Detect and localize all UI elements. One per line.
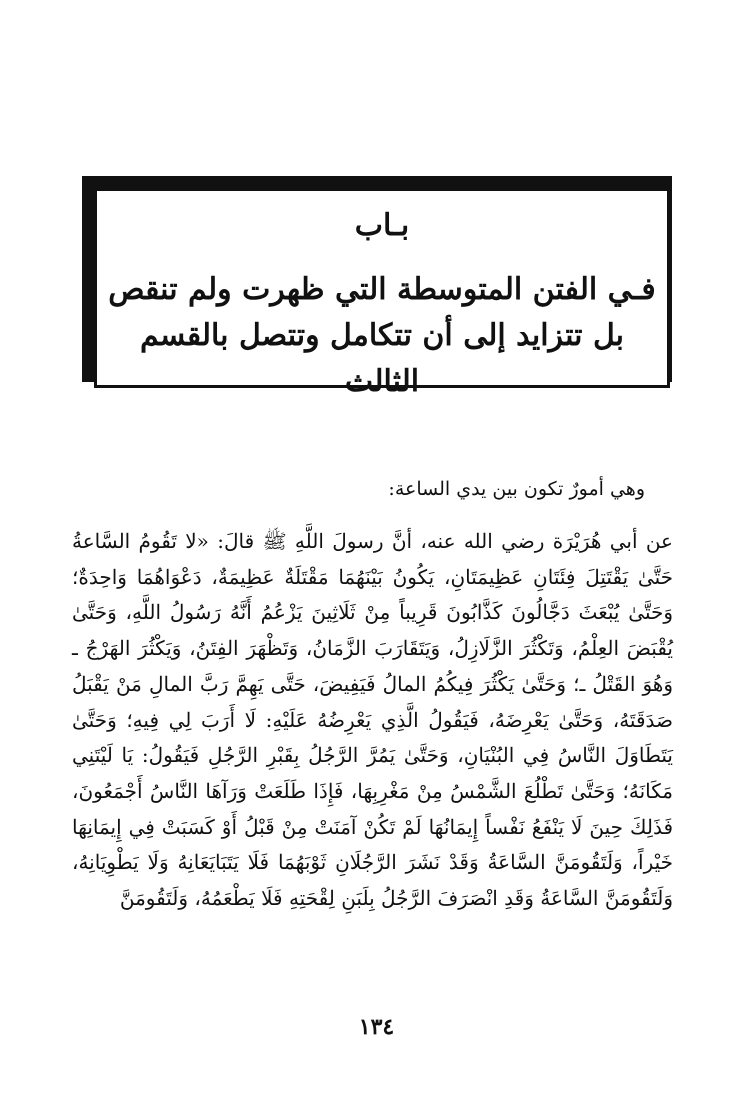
hadith-paragraph: عن أبي هُرَيْرَة رضي الله عنه، أنَّ رسولَ اللَّهِ ﷺ قالَ: «لا تَقُومُ السَّاعةُ حَتَّىٰ يَقْتَتِلَ فِئَتَانِ عَظِيمَتَانِ، يَكُونُ بَيْنَهُمَا مَقْتَلَةٌ عَظِيمَةٌ، دَعْوَاهُمَا وَاحِدَةٌ؛ وَحَتَّىٰ يُبْعَثَ دَجَّالُونَ كَذَّابُونَ قَرِيباً مِنْ ثَلَاثِينَ يَزْعُمُ أَنَّهُ رَسُولُ اللَّهِ، وَحَتَّىٰ يُقْبَضَ العِلْمُ، وَتَكْثُرَ الزَّلَازِلُ، وَيَتَقَارَبَ الزَّمَانُ، وَتَظْهَرَ الفِتَنُ، وَيَكْثُرَ الهَرْجُ ـ وَهُوَ القَتْلُ ـ؛ وَحَتَّىٰ يَكْثُرَ فِيكُمُ المالُ فَيَفِيضَ، حَتَّى يَهِمَّ رَبَّ المالِ مَنْ يَقْبَلُ صَدَقَتَهُ، وَحَتَّىٰ يَعْرِضَهُ، فَيَقُولُ الَّذِي يَعْرِضُهُ عَلَيْهِ: لَا أَرَبَ لِي فِيهِ؛ وَحَتَّىٰ يَتَطَاوَلَ النَّاسُ فِي البُنْيَانِ، وَحَتَّىٰ يَمُرَّ الرَّجُلُ بِقَبْرِ الرَّجُلِ فَيَقُولُ: يَا لَيْتَنِي مَكَانَهُ؛ وَحَتَّىٰ تَطْلُعَ الشَّمْسُ مِنْ مَغْرِبِهَا، فَإِذَا طَلَعَتْ وَرَآهَا النَّاسُ أَجْمَعُونَ، فَذَلِكَ حِينَ لَا يَنْفَعُ نَفْساً إِيمَانُهَا لَمْ تَكُنْ آمَنَتْ مِنْ قَبْلُ أَوْ كَسَبَتْ فِي إِيمَانِهَا خَيْراً، وَلَتَقُومَنَّ السَّاعَةُ وَقَدْ نَشَرَ الرَّجُلَانِ ثَوْبَهُمَا فَلَا يَتَبَايَعَانِهُ وَلَا يَطْوِيَانِهُ، وَلَتَقُومَنَّ السَّاعَةُ وَقَدِ انْصَرَفَ الرَّجُلُ بِلَبَنِ لِقْحَتِهِ فَلَا يَطْعَمُهُ، وَلَتَقُومَنَّ bbox=[72, 529, 673, 911]
chapter-header-box bbox=[94, 188, 670, 399]
chapter-label: بـاب bbox=[354, 208, 410, 243]
chapter-title-line-1: فـي الفتن المتوسطة التي ظهرت ولم تنقص bbox=[108, 272, 656, 307]
chapter-title-line-2: بل تتزايد إلى أن تتكامل وتتصل بالقسم الثالث bbox=[139, 318, 625, 399]
page-number: ١٣٤ bbox=[358, 1014, 395, 1040]
hadith-text bbox=[72, 524, 673, 917]
intro-line: وهي أمورٌ تكون بين يدي الساعة: bbox=[388, 478, 645, 500]
chapter-title bbox=[105, 267, 659, 405]
